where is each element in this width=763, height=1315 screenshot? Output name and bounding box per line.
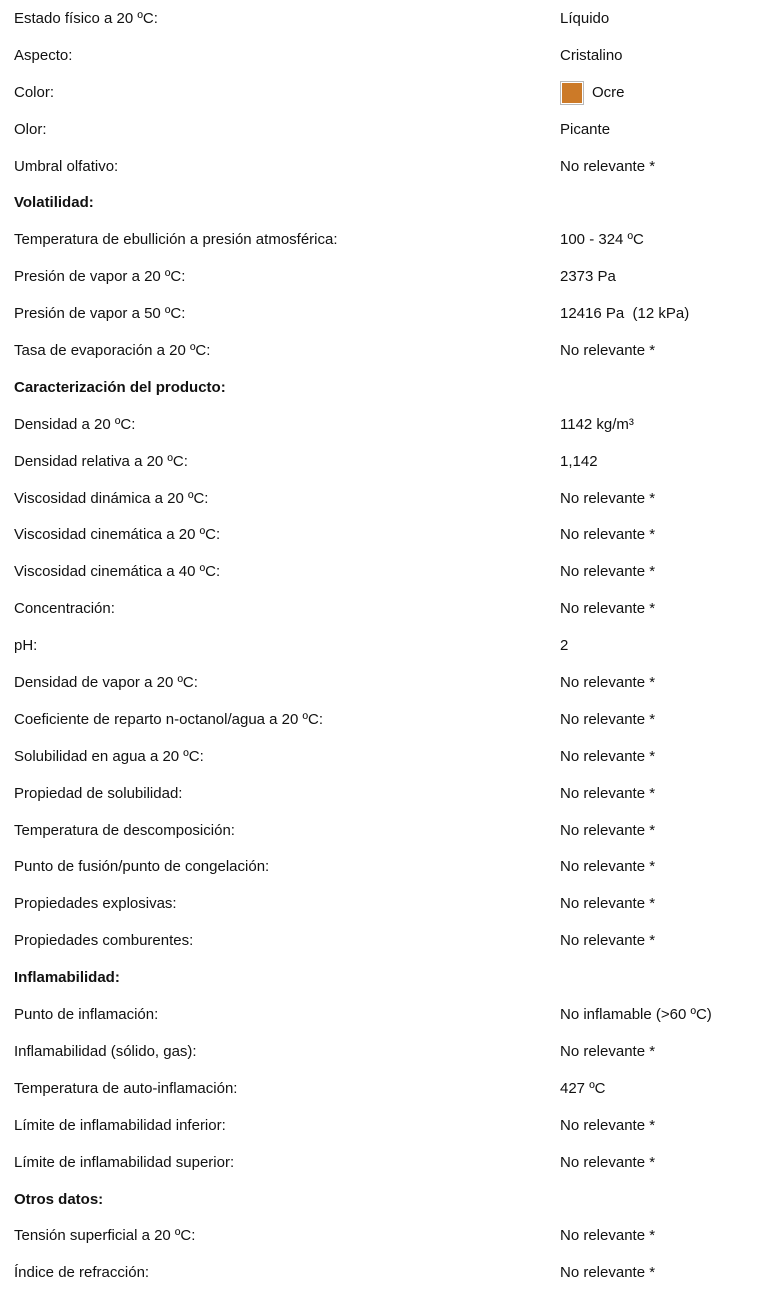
olor-value: Picante (560, 120, 611, 138)
umbral-olfativo-value: No relevante * (560, 157, 656, 175)
row-umbral-olfativo (0, 153, 763, 190)
row-densidad (0, 411, 763, 448)
section-caracterizacion (0, 374, 763, 411)
inflamabilidad-heading: Inflamabilidad: (14, 969, 120, 987)
coeficiente-reparto-label: Coeficiente de reparto n-octanol/agua a 20 ºC: (14, 710, 324, 728)
propiedad-solubilidad-label: Propiedad de solubilidad: (14, 784, 183, 802)
caracterizacion-heading: Caracterización del producto: (14, 378, 226, 396)
olor-label: Olor: (14, 120, 47, 138)
row-coeficiente-reparto (0, 706, 763, 743)
inflamabilidad-solido-gas-label: Inflamabilidad (sólido, gas): (14, 1042, 197, 1060)
densidad-label: Densidad a 20 ºC: (14, 415, 136, 433)
propiedades-comburentes-value: No relevante * (560, 932, 656, 950)
evaporacion-label: Tasa de evaporación a 20 ºC: (14, 342, 211, 360)
color-swatch (560, 81, 584, 105)
densidad-value: 1142 kg/m³ (560, 415, 634, 433)
inflamabilidad-solido-gas-value: No relevante * (560, 1042, 656, 1060)
auto-inflamacion-label: Temperatura de auto-inflamación: (14, 1079, 238, 1097)
limite-superior-label: Límite de inflamabilidad superior: (14, 1153, 235, 1171)
row-densidad-vapor (0, 669, 763, 706)
densidad-relativa-value: 1,142 (560, 452, 598, 470)
ph-value: 2 (560, 637, 569, 655)
row-punto-fusion (0, 853, 763, 890)
viscosidad-cinematica-20-label: Viscosidad cinemática a 20 ºC: (14, 526, 221, 544)
row-viscosidad-cinematica-20 (0, 521, 763, 558)
row-presion-vapor-50 (0, 300, 763, 337)
viscosidad-cinematica-20-value: No relevante * (560, 526, 656, 544)
section-volatilidad (0, 189, 763, 226)
ebullicion-label: Temperatura de ebullición a presión atmosférica: (14, 231, 338, 249)
row-indice-refraccion (0, 1259, 763, 1296)
limite-inferior-label: Límite de inflamabilidad inferior: (14, 1116, 226, 1134)
row-evaporacion (0, 337, 763, 374)
row-ebullicion (0, 226, 763, 263)
row-presion-vapor-20 (0, 263, 763, 300)
punto-inflamacion-value: No inflamable (>60 ºC) (560, 1006, 712, 1024)
ph-label: pH: (14, 637, 38, 655)
densidad-vapor-label: Densidad de vapor a 20 ºC: (14, 674, 198, 692)
propiedades-explosivas-label: Propiedades explosivas: (14, 895, 177, 913)
presion-vapor-50-label: Presión de vapor a 50 ºC: (14, 305, 186, 323)
viscosidad-dinamica-value: No relevante * (560, 489, 656, 507)
punto-fusion-value: No relevante * (560, 858, 656, 876)
aspecto-value: Cristalino (560, 46, 623, 64)
color-value: Ocre (592, 83, 625, 101)
descomposicion-label: Temperatura de descomposición: (14, 821, 235, 839)
row-densidad-relativa (0, 448, 763, 485)
section-inflamabilidad (0, 964, 763, 1001)
row-ph (0, 632, 763, 669)
punto-inflamacion-label: Punto de inflamación: (14, 1006, 159, 1024)
concentracion-label: Concentración: (14, 600, 115, 618)
auto-inflamacion-value: 427 ºC (560, 1079, 606, 1097)
solubilidad-agua-value: No relevante * (560, 747, 656, 765)
ebullicion-value: 100 - 324 ºC (560, 231, 644, 249)
tension-superficial-label: Tensión superficial a 20 ºC: (14, 1227, 196, 1245)
presion-vapor-20-label: Presión de vapor a 20 ºC: (14, 268, 186, 286)
estado-fisico-value: Líquido (560, 10, 610, 27)
concentracion-value: No relevante * (560, 600, 656, 618)
evaporacion-value: No relevante * (560, 342, 656, 360)
propiedades-explosivas-value: No relevante * (560, 895, 656, 913)
limite-superior-value: No relevante * (560, 1153, 656, 1171)
row-tension-superficial (0, 1222, 763, 1259)
row-limite-inferior (0, 1112, 763, 1149)
indice-refraccion-value: No relevante * (560, 1264, 656, 1282)
presion-vapor-50-value: 12416 Pa (12 kPa) (560, 305, 690, 323)
row-estado-fisico (0, 5, 763, 42)
color-label: Color: (14, 83, 55, 101)
presion-vapor-20-value: 2373 Pa (560, 268, 616, 286)
section-otros-datos (0, 1186, 763, 1223)
color-swatch-fill (562, 83, 582, 103)
row-descomposicion (0, 817, 763, 854)
viscosidad-cinematica-40-label: Viscosidad cinemática a 40 ºC: (14, 563, 221, 581)
estado-fisico-label: Estado físico a 20 ºC: (14, 10, 158, 27)
viscosidad-cinematica-40-value: No relevante * (560, 563, 656, 581)
row-auto-inflamacion (0, 1075, 763, 1112)
row-color (0, 79, 763, 116)
row-aspecto (0, 42, 763, 79)
densidad-vapor-value: No relevante * (560, 674, 656, 692)
viscosidad-dinamica-label: Viscosidad dinámica a 20 ºC: (14, 489, 209, 507)
densidad-relativa-label: Densidad relativa a 20 ºC: (14, 452, 188, 470)
row-propiedad-solubilidad (0, 780, 763, 817)
punto-fusion-label: Punto de fusión/punto de congelación: (14, 858, 270, 876)
volatilidad-heading: Volatilidad: (14, 194, 94, 212)
row-inflamabilidad-solido-gas (0, 1038, 763, 1075)
row-limite-superior (0, 1149, 763, 1186)
propiedad-solubilidad-value: No relevante * (560, 784, 656, 802)
row-punto-inflamacion (0, 1001, 763, 1038)
row-propiedades-explosivas (0, 890, 763, 927)
otros-datos-heading: Otros datos: (14, 1190, 104, 1208)
indice-refraccion-label: Índice de refracción: (14, 1264, 150, 1282)
solubilidad-agua-label: Solubilidad en agua a 20 ºC: (14, 747, 204, 765)
row-viscosidad-cinematica-40 (0, 558, 763, 595)
coeficiente-reparto-value: No relevante * (560, 710, 656, 728)
color-value-group (560, 79, 625, 107)
limite-inferior-value: No relevante * (560, 1116, 656, 1134)
descomposicion-value: No relevante * (560, 821, 656, 839)
tension-superficial-value: No relevante * (560, 1227, 656, 1245)
umbral-olfativo-label: Umbral olfativo: (14, 157, 119, 175)
row-solubilidad-agua (0, 743, 763, 780)
row-viscosidad-dinamica (0, 485, 763, 522)
propiedades-comburentes-label: Propiedades comburentes: (14, 932, 194, 950)
aspecto-label: Aspecto: (14, 46, 73, 64)
row-concentracion (0, 595, 763, 632)
row-propiedades-comburentes (0, 927, 763, 964)
row-olor (0, 116, 763, 153)
